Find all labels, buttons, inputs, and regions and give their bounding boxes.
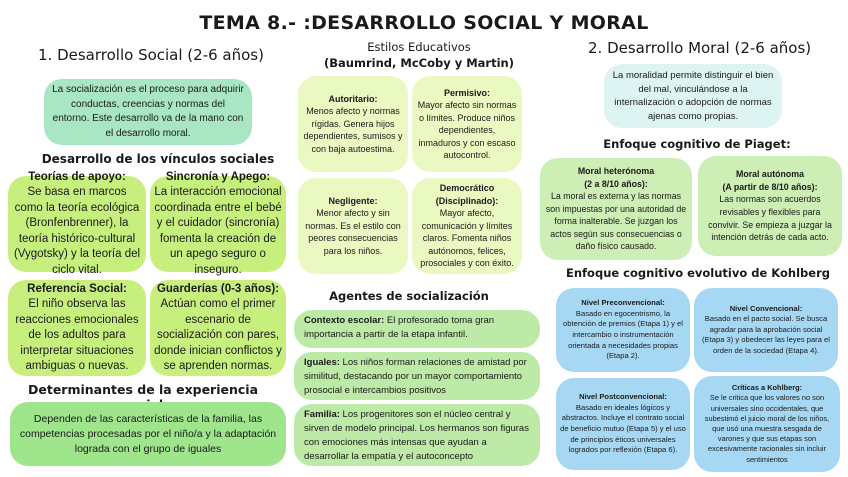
moral-intro-card <box>604 64 782 128</box>
piaget-card-text: La moral es externa y las normas son impuestas por una autoridad de forma inalterable. Se juzgan los actos según sus consecuencias o daño físico causado. <box>545 191 687 252</box>
agente-card-familia <box>294 404 540 466</box>
kohlberg-card-convencional <box>694 288 838 372</box>
piaget-heading: Enfoque cognitivo de Piaget: <box>603 137 791 151</box>
vinculo-card-text: Actúan como el primer escenario de socialización con pares, donde inician conflictos y se aprenden normas. <box>154 298 282 372</box>
page-title: TEMA 8.- :DESARROLLO SOCIAL Y MORAL <box>199 12 649 34</box>
estilo-card-autoritario <box>298 76 408 172</box>
kohlberg-card-text: Basado en el pacto social. Se busca agradar para la aprobación social (Etapa 3) y obedecer las leyes para el orden de la sociedad (Etapa 4). <box>702 314 830 355</box>
social-intro-card <box>44 79 252 145</box>
social-development-heading: 1. Desarrollo Social (2-6 años) <box>38 46 264 64</box>
estilo-card-title: Autoritario: <box>328 93 378 104</box>
agente-card-title: Familia: <box>304 409 340 420</box>
vinculo-card-referencia <box>8 280 146 376</box>
vinculo-card-text: El niño observa las reacciones emocionales de los adultos para interpretar situaciones ambiguas o nuevas. <box>15 298 139 372</box>
agente-card-text: Los niños forman relaciones de amistad por similitud, destacando por un mayor comportamiento prosocial e intercambios positivos <box>304 357 527 396</box>
moral-intro-text: La moralidad permite distinguir el bien del mal, vinculándose a la internalización o adopción de normas ajenas como propias. <box>612 70 774 122</box>
vinculo-card-title: Referencia Social: <box>27 282 127 295</box>
kohlberg-card-preconvencional <box>556 288 690 372</box>
kohlberg-heading: Enfoque cognitivo evolutivo de Kohlberg <box>566 266 830 280</box>
piaget-card-text: Las normas son acuerdos revisables y flexibles para convivir. Se empieza a juzgar la intención detrás de cada acto. <box>708 194 832 243</box>
estilos-heading: Estilos Educativos <box>367 40 471 54</box>
estilo-card-text: Mayor afecto sin normas o límites. Produce niños dependientes, inmaduros y con escaso autocontrol. <box>417 100 517 160</box>
vinculo-card-title: Guarderías (0-3 años): <box>156 282 280 295</box>
estilos-authors: (Baumrind, McCoby y Martin) <box>324 56 514 70</box>
agente-card-title: Contexto escolar: <box>304 315 385 326</box>
kohlberg-card-text: Basado en egocentrismo, la obtención de premios (Etapa 1) y el intercambio o instrumentación orientada a necesidades propias (Etapa 2). <box>563 308 683 361</box>
vinculo-card-text: Se basa en marcos como la teoría ecológica (Bronfenbrenner), la teoría histórico-cultural (Vygotsky) y la teoría del ciclo vital. <box>13 186 141 276</box>
piaget-card-sub: (A partir de 8/10 años): <box>722 181 818 192</box>
kohlberg-card-text: Se le critica que los valores no son universales sino occidentales, que subestimó el juicio moral de los niños, que usó una muestra sesgada de varones y que sus etapas son excesivamente racionales sin incluir sentimientos <box>704 393 830 464</box>
vinculo-card-title: Sincronía y Apego: <box>165 170 271 183</box>
moral-development-heading: 2. Desarrollo Moral (2-6 años) <box>588 39 812 57</box>
vinculo-card-sincronia <box>150 170 286 276</box>
kohlberg-card-criticas <box>694 376 840 472</box>
vinculos-heading: Desarrollo de los vínculos sociales <box>41 152 275 166</box>
estilo-card-text: Menos afecto y normas rígidas. Genera hijos dependientes, sumisos y con baja autoestima. <box>303 106 403 154</box>
determinantes-heading: Determinantes de la experiencia <box>27 382 259 397</box>
agente-card-escolar <box>294 310 540 348</box>
social-intro-text: La socialización es el proceso para adquirir conductas, creencias y normas del entorno. Este desarrollo va de la mano con el desarrollo moral. <box>52 84 244 139</box>
estilo-card-negligente <box>298 178 408 274</box>
estilo-card-democratico <box>412 178 522 274</box>
agente-card-title: Iguales: <box>304 357 340 368</box>
estilo-card-permisivo <box>412 76 522 172</box>
agente-card-iguales <box>294 352 540 400</box>
kohlberg-card-text: Basado en ideales lógicos y abstractos. Incluye el contrato social de beneficio mutuo (Etapa 5) y el uso de principios éticos universales logrados por reflexión (Etapa 6). <box>560 402 686 455</box>
determinantes-text: Dependen de las características de la familia, las competencias procesadas por el niño/a y la adaptación lograda con el grupo de iguales <box>19 412 277 455</box>
piaget-card-title: Moral autónoma <box>736 169 804 180</box>
kohlberg-card-title: Nivel Preconvencional: <box>581 298 665 308</box>
agente-card-text: Los progenitores son el núcleo central y sirven de modelo principal. Los hermanos son figuras con emociones más intensas que ayudan a desarrollar la empatía y el autoconcepto <box>304 409 529 462</box>
vinculo-card-title: Teorías de apoyo: <box>28 170 126 183</box>
estilo-card-title: Permisivo: <box>443 87 491 98</box>
estilo-card-text: Mayor afecto, comunicación y límites claros. Fomenta niños autónomos, felices, prosociales y con éxito. <box>420 208 514 269</box>
kohlberg-card-postconvencional <box>556 378 690 470</box>
agentes-heading: Agentes de socialización <box>329 289 489 303</box>
estilo-card-title: Democrático (Disciplinado): <box>435 183 499 206</box>
kohlberg-card-title: Críticas a Kohlberg: <box>731 383 803 393</box>
determinantes-card <box>10 402 286 466</box>
kohlberg-card-title: Nivel Convencional: <box>729 303 803 313</box>
vinculo-card-guarderias <box>150 280 286 376</box>
vinculo-card-text: La interacción emocional coordinada entre el bebé y el cuidador (sincronía) fomenta la creación de un apego seguro o inseguro. <box>154 186 282 276</box>
kohlberg-card-title: Nivel Postconvencional: <box>579 392 667 402</box>
piaget-card-title: Moral heterónoma <box>577 165 655 176</box>
piaget-card-sub: (2 a 8/10 años): <box>584 178 648 189</box>
vinculo-card-teorias <box>8 170 146 276</box>
estilo-card-title: Negligente: <box>328 195 378 206</box>
piaget-card-heteronoma <box>540 158 692 260</box>
agente-card-text: El profesorado toma gran importancia a partir de la etapa infantil. <box>304 315 495 340</box>
piaget-card-autonoma <box>698 156 842 256</box>
estilo-card-text: Menor afecto y sin normas. Es el estilo con peores consecuencias para los niños. <box>305 208 401 256</box>
